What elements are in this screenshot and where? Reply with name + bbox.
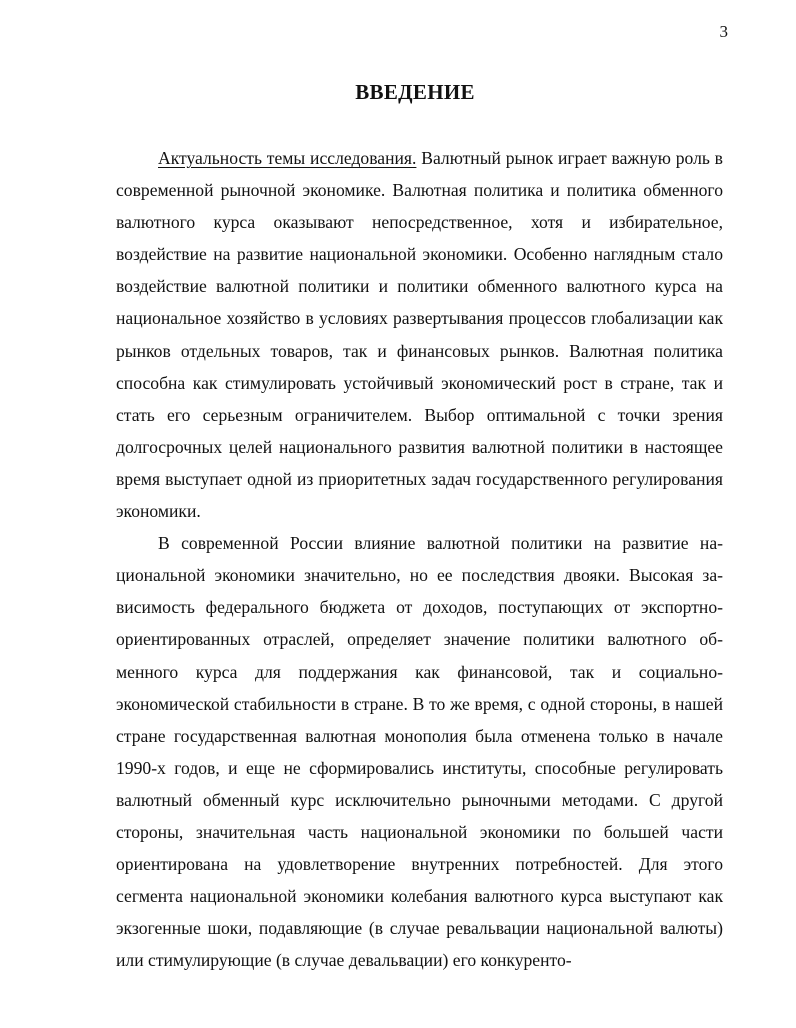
paragraph-relevance <box>116 142 723 527</box>
paragraph-relevance-text: Валютный рынок играет важную роль в современной рыночной экономике. Валютная политика и политика обменного валютного курса оказывают непосредственное, хотя и избирательное, воздействие на развитие национальной экономики. Особенно наглядным стало воздействие валютной политики и политики обменного валютного курса на национальное хозяйство в условиях развертывания процессов глобализации как рынков отдельных товаров, так и финансовых рынков. Валютная политика способна как стимулировать устойчивый экономический рост в стране, так и стать его серьезным ограничителем. Выбор оптимальной с точки зрения долгосрочных целей национального развития валютной политики в настоящее время выступает одной из приоритетных задач государственного регулирования экономики. <box>116 148 723 522</box>
section-title: ВВЕДЕНИЕ <box>355 80 475 104</box>
relevance-heading-underlined: Актуальность темы исследования. <box>158 148 417 168</box>
page-number: 3 <box>719 22 728 41</box>
paragraph-russia-currency-policy: В современной России влияние валютной политики на развитие национальной экономики значительно, но ее последствия двояки. Высокая зависимость федерального бюджета от доходов, поступающих от экспортно-ориентированных отраслей, определяет значение политики валютного обменного курса для поддержания как финансовой, так и социально-экономической стабильности в стране. В то же время, с одной стороны, в нашей стране государственная валютная монополия была отменена только в начале 1990-х годов, и еще не сформировались институты, способные регулировать валютный обменный курс исключительно рыночными методами. С другой стороны, значительная часть национальной экономики по большей части ориентирована на удовлетворение внутренних потребностей. Для этого сегмента национальной экономики колебания валютного курса выступают как экзогенные шоки, подавляющие (в случае ревальвации национальной валюты) или стимулирующие (в случае девальвации) его конкуренто- <box>116 533 723 971</box>
body-text <box>116 142 723 976</box>
